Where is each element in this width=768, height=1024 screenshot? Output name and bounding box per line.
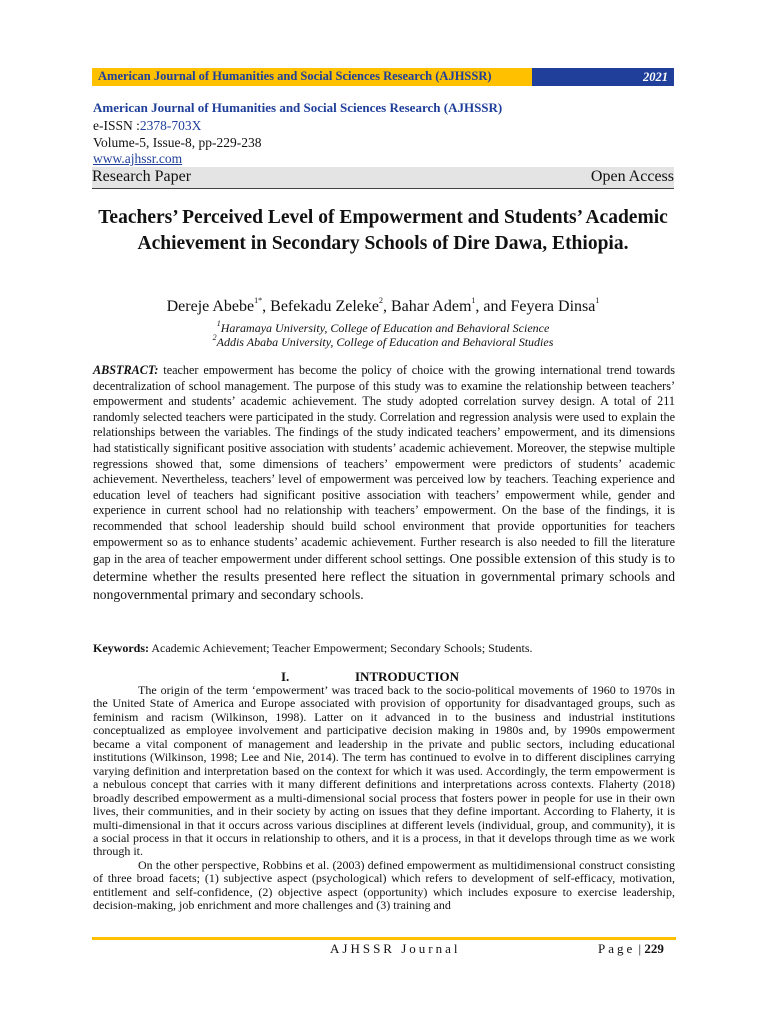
keywords-label: Keywords: — [93, 641, 149, 655]
footer-rule — [92, 937, 676, 940]
paper-title: Teachers’ Perceived Level of Empowerment and Students’ Academic Achievement in Secondary Schools of Dire Dawa, Ethiopia. — [98, 207, 668, 254]
page-number: 229 — [644, 941, 664, 956]
issn — [93, 118, 201, 134]
author-name: , and Feyera Dinsa — [475, 298, 596, 315]
affiliation-2 — [92, 335, 674, 350]
keywords-text: Academic Achievement; Teacher Empowerment; Secondary Schools; Students. — [149, 641, 533, 655]
author-name: , Befekadu Zeleke — [262, 298, 379, 315]
journal-banner — [92, 68, 674, 86]
banner-title: American Journal of Humanities and Social Sciences Research (AJHSSR) — [98, 69, 492, 83]
banner-year: 2021 — [532, 68, 674, 86]
abstract — [93, 363, 675, 604]
section-number: I. — [281, 669, 290, 684]
abstract-extension: One possible extension of this study is to determine whether the results presented here reflect the situation in governmental primary schools and nongovernmental primary and secondary schools. — [93, 551, 675, 603]
journal-url-link[interactable]: www.ajhssr.com — [93, 151, 183, 166]
author-sup: 2 — [378, 296, 383, 305]
keywords — [93, 641, 675, 656]
abstract-text: teacher empowerment has become the policy of choice with the growing international trend towards decentralization of school management. The purpose of this study was to examine the relationship between teachers’ empowerment and students’ academic achievement. The study adopted correlation survey design. A total of 211 randomly selected teachers were participated in the study. Correlation and regression analysis were used to explain the relationships between the variables. The findings of the study indicated teachers’ empowerment, and its dimensions had statistically significant positive association with students’ academic achievement. Moreover, the stepwise multiple regressions showed that, some dimensions of teachers’ empowerment were predictors of students’ academic achievement. Nevertheless, teachers’ level of empowerment was perceived low by teachers. Teaching experience and education level of teachers had significant positive association with teachers’ empowerment while, gender and experience in current school had no relationship with teachers’ empowerment. On the base of the findings, it is recommended that school leadership should build school environment that provide opportunities for teachers empowerment so as to enhance students’ academic achievement. Further research is also needed to fill the literature gap in the area of teacher empowerment under different school settings. — [93, 363, 675, 567]
paper-type-bar — [92, 167, 674, 189]
author-sup: 1 — [471, 296, 476, 305]
affiliation-1 — [92, 321, 674, 336]
introduction-body — [93, 684, 675, 913]
footer-journal: AJHSSR Journal — [330, 941, 461, 956]
paper-type: Research Paper — [92, 168, 192, 185]
issn-label: e-ISSN : — [93, 118, 140, 133]
page-label: Page — [598, 941, 636, 956]
author-sup: 1 — [595, 296, 600, 305]
section-title: INTRODUCTION — [355, 669, 460, 684]
footer-page-number — [598, 941, 664, 957]
open-access-label: Open Access — [590, 168, 674, 185]
author-name: Dereje Abebe — [166, 298, 255, 315]
author-list — [92, 298, 674, 316]
paragraph: On the other perspective, Robbins et al. (2003) defined empowerment as multidimensional construct consisting of three broad facets; (1) subjective aspect (psychological) which refers to development of self-efficacy, motivation, entitlement and self-confidence, (2) objective aspect (opportunity) which includes exposure to exercise leadership, decision-making, job enrichment and more challenges and (3) training and — [93, 857, 675, 913]
affiliation-text: Addis Ababa University, College of Education and Behavioral Studies — [216, 335, 554, 349]
paragraph: The origin of the term ‘empowerment’ was traced back to the socio-political movements of 1960 to 1970s in the United State of America and Europe associated with provision of opportunity for disadvantaged groups, such as feminism and racism (Wilkinson, 1998). Latter on it advanced in to the business and industrial institutions conceptualized as employee involvement and participative decision making in 1980s and, by 1990s empowerment became a vital component of management and leadership in the private and public sectors, including educational institutions (Wilkinson, 1998; Lee and Nie, 2014). The term has continued to evolve in to different disciplines carrying varying definition and interpretation based on the context for which it was used. Accordingly, the term empowerment is a nebulous concept that carries with it many different definitions and interpretations across contexts. Flaherty (2018) broadly described empowerment as a multi-dimensional social process that fosters power in people for use in their own lives, their communities, and in their society by acting on issues that they define important. According to Flaherty, it is multi-dimensional in that it occurs across various disciplines at different levels (individual, group, and community), it is a social process in that it occurs in relationship to others, and it is a process, in that it develops through time as we work through it. — [93, 683, 675, 859]
abstract-label: ABSTRACT: — [93, 363, 159, 377]
author-name: , Bahar Adem — [382, 298, 472, 315]
affiliation-sup: 1 — [216, 319, 221, 328]
volume-info: Volume-5, Issue-8, pp-229-238 — [93, 135, 262, 150]
author-sup: 1* — [254, 296, 263, 305]
page-separator: | — [635, 941, 645, 956]
affiliation-sup: 2 — [212, 333, 217, 342]
journal-name: American Journal of Humanities and Social Sciences Research (AJHSSR) — [93, 100, 503, 115]
issn-value: 2378-703X — [139, 118, 202, 133]
affiliation-text: Haramaya University, College of Education and Behavioral Science — [220, 321, 550, 335]
